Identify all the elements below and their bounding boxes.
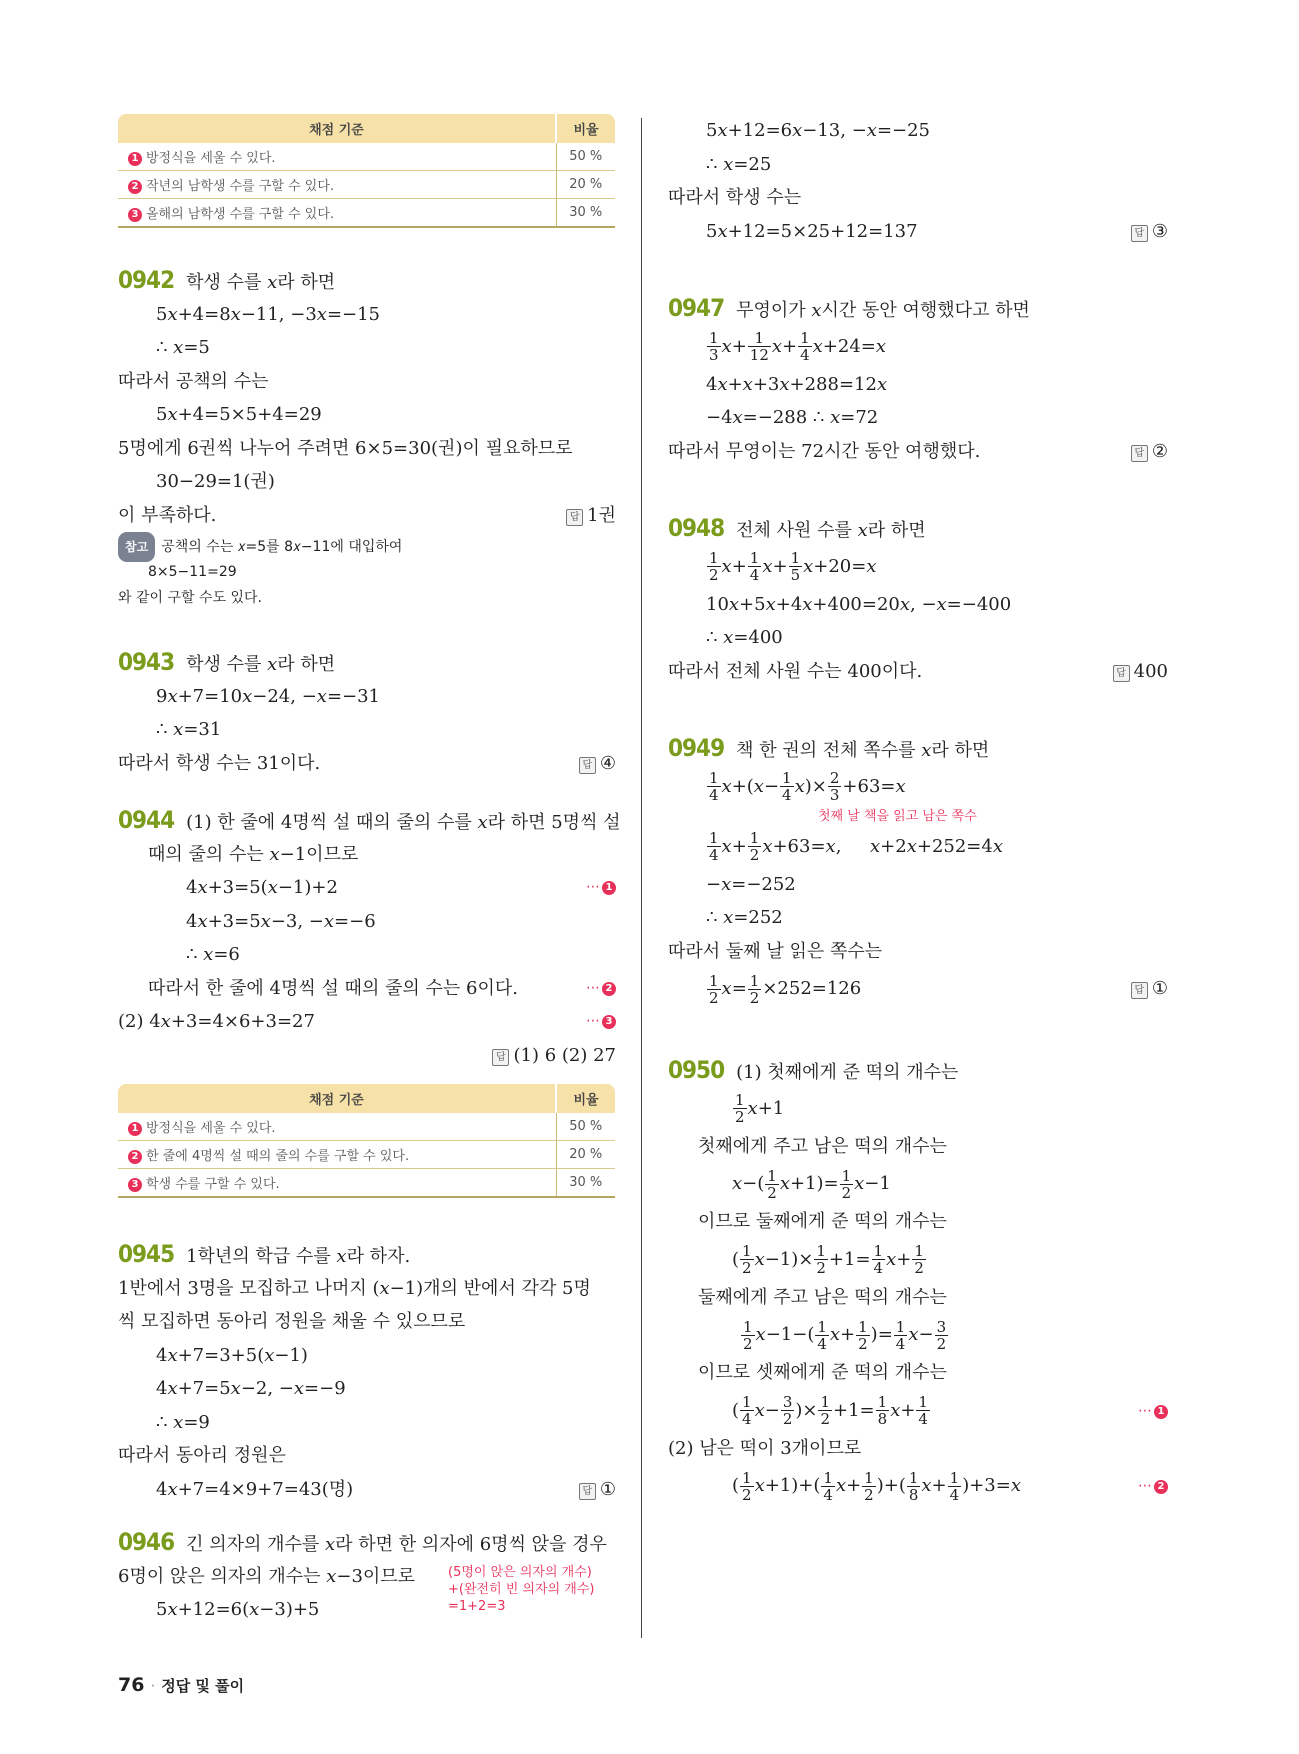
- side-note-line: (5명이 앉은 의자의 개수): [448, 1564, 592, 1580]
- answer-value: ①: [599, 1478, 616, 1500]
- solution-line: 9𝑥+7=10𝑥−24, −𝑥=−31: [156, 685, 381, 707]
- solution-line: ∴ 𝑥=25: [706, 153, 772, 175]
- side-note-line: +(완전히 빈 의자의 개수): [448, 1581, 595, 1597]
- solution-line: (1) 한 줄에 4명씩 설 때의 줄의 수를 𝑥라 하면 5명씩 설: [186, 812, 621, 833]
- problem-number: 0948: [668, 514, 725, 542]
- column-divider: [641, 118, 642, 1638]
- solution-line: 5𝑥+12=6𝑥−13, −𝑥=−25: [706, 120, 931, 141]
- equation-fraction: $\frac{1}{2}$ 𝑥= $\frac{1}{2}$ ×252=126 답 ①: [668, 968, 1168, 1010]
- equation-fraction: ( $\frac{1}{2}$ 𝑥+1)+( $\frac{1}{4}$ 𝑥+ $\frac{1}{2}$ )+( $\frac{1}{8}$ 𝑥+ $\frac{1}{4}$ )+3=𝑥 ⋯ 2: [668, 1465, 1168, 1507]
- note-tag: 참고: [118, 532, 155, 562]
- step-badge: 2: [128, 1150, 142, 1164]
- solution-line: ∴ 𝑥=9: [156, 1411, 210, 1433]
- page-footer: 76 · 정답 및 풀이: [118, 1674, 245, 1696]
- page-number: 76: [118, 1674, 145, 1696]
- ratio-cell: 50 %: [556, 1113, 615, 1141]
- solution-line: 따라서 둘째 날 읽은 쪽수는: [668, 940, 883, 962]
- solution-line: ∴ 𝑥=5: [156, 337, 210, 358]
- answer-value: 1권: [587, 504, 616, 526]
- solution-line: 둘째에게 주고 남은 떡의 개수는: [698, 1286, 947, 1308]
- scoring-table-2: [118, 1084, 615, 1198]
- step-marker-1: ⋯ 1: [586, 871, 616, 905]
- problem-number: 0947: [668, 294, 725, 322]
- solution-line: 4𝑥+7=5𝑥−2, −𝑥=−9: [156, 1378, 346, 1399]
- answer-value: ④: [599, 752, 616, 774]
- left-column: [118, 114, 621, 1627]
- solution-line: 4𝑥+3=5𝑥−3, −𝑥=−6: [186, 910, 376, 932]
- solution-line: 5𝑥+4=8𝑥−11, −3𝑥=−15: [156, 303, 381, 325]
- problem-0944: [118, 804, 621, 1072]
- step-marker-2: ⋯ 2: [1138, 1465, 1168, 1507]
- table-row: [118, 1169, 615, 1198]
- solution-line: 첫째에게 주고 남은 떡의 개수는: [698, 1135, 947, 1157]
- solution-line: 학생 수를 𝑥라 하면: [186, 654, 336, 675]
- answer-icon: 답: [1131, 445, 1148, 462]
- equation-fraction: $\frac{1}{2}$ 𝑥+ $\frac{1}{4}$ 𝑥+ $\frac{1}{5}$ 𝑥+20=𝑥: [709, 549, 877, 584]
- criteria-text: 방정식을 세울 수 있다.: [146, 151, 276, 166]
- problem-number: 0949: [668, 734, 725, 762]
- problem-number: 0946: [118, 1528, 175, 1556]
- equation-fraction: $\frac{1}{2}$ 𝑥−1−( $\frac{1}{4}$ 𝑥+ $\frac{1}{2}$ )= $\frac{1}{4}$ 𝑥− $\frac{3}{2}$: [743, 1317, 947, 1353]
- ratio-cell: 20 %: [556, 1141, 615, 1169]
- solution-line: 1반에서 3명을 모집하고 나머지 (𝑥−1)개의 반에서 각각 5명: [118, 1277, 591, 1299]
- note-line: 8×5−11=29: [148, 564, 237, 580]
- step-badge: 3: [128, 208, 142, 222]
- ratio-cell: 50 %: [556, 143, 615, 171]
- answer-icon: 답: [566, 509, 583, 526]
- answer-icon: 답: [1131, 225, 1148, 242]
- solution-line: 때의 줄의 수는 𝑥−1이므로: [148, 843, 359, 865]
- table-header-criteria: 채점 기준: [118, 114, 556, 143]
- solution-line: 학생 수를 𝑥라 하면: [186, 272, 336, 293]
- step-marker-2: ⋯ 2: [586, 972, 616, 1006]
- table-row: [118, 1141, 615, 1169]
- solution-line: ∴ 𝑥=31: [156, 719, 222, 740]
- table-row: [118, 199, 615, 228]
- table-row: [118, 171, 615, 199]
- solution-line: 전체 사원 수를 𝑥라 하면: [736, 520, 926, 541]
- solution-line: (2) 남은 떡이 3개이므로: [668, 1437, 862, 1459]
- solution-line: 따라서 무영이는 72시간 동안 여행했다.: [668, 440, 981, 462]
- solution-line: 이므로 셋째에게 준 떡의 개수는: [698, 1362, 947, 1383]
- solution-line: 6명이 앉은 의자의 개수는 𝑥−3이므로: [118, 1565, 416, 1587]
- table-row: [118, 1113, 615, 1141]
- solution-line: (2) 4𝑥+3=4×6+3=27: [118, 1011, 315, 1032]
- answer-label: [1113, 655, 1168, 689]
- solution-line: 4𝑥+7=4×9+7=43(명): [156, 1478, 354, 1500]
- solution-line: 5𝑥+12=6(𝑥−3)+5: [156, 1599, 320, 1620]
- side-note: 첫째 날 책을 읽고 남은 쪽수: [818, 808, 977, 824]
- problem-number: 0945: [118, 1240, 175, 1268]
- table-header-ratio: 비율: [556, 114, 615, 143]
- solution-line: 따라서 공책의 수는: [118, 370, 269, 392]
- solution-line: 씩 모집하면 동아리 정원을 채울 수 있으므로: [118, 1311, 466, 1332]
- equation-fraction: 𝑥−( $\frac{1}{2}$ 𝑥+1)= $\frac{1}{2}$ 𝑥−1: [732, 1166, 891, 1202]
- step-marker-1: ⋯ 1: [1138, 1390, 1168, 1432]
- answer-icon: 답: [492, 1049, 509, 1066]
- solution-line: 4𝑥+7=3+5(𝑥−1): [156, 1344, 308, 1366]
- step-badge: 2: [128, 180, 142, 194]
- problem-number: 0942: [118, 266, 175, 294]
- solution-line: −𝑥=−252: [706, 873, 796, 895]
- solution-line: 5𝑥+4=5×5+4=29: [156, 404, 322, 425]
- answer-value: ②: [1151, 440, 1168, 462]
- solution-line: 따라서 동아리 정원은: [118, 1445, 286, 1466]
- solution-line: 따라서 학생 수는 31이다.: [118, 752, 321, 774]
- answer-icon: 답: [1113, 665, 1130, 682]
- note-line: 와 같이 구할 수도 있다.: [118, 590, 262, 606]
- problem-number: 0943: [118, 648, 175, 676]
- equation-fraction: ( $\frac{1}{4}$ 𝑥− $\frac{3}{2}$ )× $\frac{1}{2}$ +1= $\frac{1}{8}$ 𝑥+ $\frac{1}{4}$ ⋯ 1: [668, 1390, 1168, 1432]
- solution-line: ∴ 𝑥=252: [706, 907, 783, 928]
- answer-label: [1131, 215, 1168, 249]
- solution-line: 따라서 전체 사원 수는 400이다.: [668, 660, 923, 682]
- solution-line: 4𝑥+𝑥+3𝑥+288=12𝑥: [706, 373, 888, 395]
- step-badge: 1: [128, 152, 142, 166]
- problem-0945: [118, 1238, 616, 1506]
- answer-label: [566, 499, 616, 533]
- problem-0949: [668, 732, 1168, 1010]
- answer-value: (1) 6 (2) 27: [513, 1044, 616, 1066]
- problem-0950: [668, 1054, 1168, 1507]
- problem-0943: [118, 646, 616, 780]
- solution-line: 5𝑥+12=5×25+12=137: [706, 220, 918, 242]
- solution-line: 따라서 한 줄에 4명씩 설 때의 줄의 수는 6이다.: [148, 977, 518, 999]
- solution-line: 1학년의 학급 수를 𝑥라 하자.: [186, 1246, 411, 1267]
- step-badge: 1: [128, 1122, 142, 1136]
- solution-line: 긴 의자의 개수를 𝑥라 하면 한 의자에 6명씩 앉을 경우: [186, 1534, 607, 1555]
- footer-title: 정답 및 풀이: [161, 1677, 245, 1695]
- equation-fraction: ( $\frac{1}{2}$ 𝑥−1)× $\frac{1}{2}$ +1= $\frac{1}{4}$ 𝑥+ $\frac{1}{2}$: [732, 1242, 924, 1277]
- solution-line: ∴ 𝑥=6: [186, 944, 240, 965]
- criteria-text: 작년의 남학생 수를 구할 수 있다.: [146, 179, 335, 194]
- ratio-cell: 30 %: [556, 199, 615, 228]
- step-marker-3: ⋯ 3: [586, 1005, 616, 1039]
- answer-value: ①: [1151, 978, 1168, 999]
- solution-line: 책 한 권의 전체 쪽수를 𝑥라 하면: [736, 740, 990, 761]
- equation-fraction: $\frac{1}{3}$ 𝑥+ $\frac{1}{12}$ 𝑥+ $\frac{1}{4}$ 𝑥+24=𝑥: [709, 329, 887, 364]
- right-column: [668, 114, 1168, 1507]
- table-header-criteria: 채점 기준: [118, 1084, 556, 1113]
- solution-line: 무영이가 𝑥시간 동안 여행했다고 하면: [736, 300, 1030, 321]
- solution-line: 4𝑥+3=5(𝑥−1)+2: [186, 877, 338, 898]
- answer-label: [579, 747, 616, 781]
- problem-0947: [668, 292, 1168, 468]
- criteria-text: 올해의 남학생 수를 구할 수 있다.: [146, 207, 335, 222]
- solution-line: ∴ 𝑥=400: [706, 627, 783, 648]
- answer-icon: 답: [579, 757, 596, 774]
- answer-value: ③: [1151, 220, 1168, 242]
- answer-icon: 답: [579, 1483, 596, 1500]
- table-header-ratio: 비율: [556, 1084, 615, 1113]
- solution-line: 30−29=1(권): [156, 471, 275, 492]
- solution-line: 따라서 학생 수는: [668, 187, 802, 208]
- answer-icon: 답: [1131, 982, 1148, 999]
- solution-line: −4𝑥=−288 ∴ 𝑥=72: [706, 407, 879, 428]
- answer-label: [1131, 968, 1168, 1010]
- ratio-cell: 20 %: [556, 171, 615, 199]
- step-badge: 3: [128, 1178, 142, 1192]
- solution-line: 10𝑥+5𝑥+4𝑥+400=20𝑥, −𝑥=−400: [706, 593, 1012, 615]
- answer-label: [579, 1473, 616, 1507]
- criteria-text: 학생 수를 구할 수 있다.: [146, 1177, 280, 1192]
- answer-label: [1131, 435, 1168, 469]
- solution-line: 이 부족하다.: [118, 504, 217, 526]
- scoring-table-1: [118, 114, 615, 228]
- problem-number: 0950: [668, 1056, 725, 1084]
- problem-number: 0944: [118, 806, 175, 834]
- answer-label: [492, 1039, 616, 1073]
- ratio-cell: 30 %: [556, 1169, 615, 1198]
- criteria-text: 방정식을 세울 수 있다.: [146, 1121, 276, 1136]
- solution-line: 5명에게 6권씩 나누어 주려면 6×5=30(권)이 필요하므로: [118, 437, 573, 459]
- problem-0948: [668, 512, 1168, 688]
- side-note-line: =1+2=3: [448, 1598, 506, 1614]
- solution-line: 이므로 둘째에게 준 떡의 개수는: [698, 1211, 947, 1232]
- solution-line: (1) 첫째에게 준 떡의 개수는: [736, 1062, 959, 1083]
- problem-0942: [118, 264, 616, 612]
- equation-fraction: $\frac{1}{2}$ 𝑥+1: [735, 1091, 785, 1126]
- note-line: 공책의 수는 𝑥=5를 8𝑥−11에 대입하여: [161, 539, 403, 555]
- criteria-text: 한 줄에 4명씩 설 때의 줄의 수를 구할 수 있다.: [146, 1149, 410, 1164]
- problem-0946: [118, 1526, 616, 1627]
- equation-fraction: $\frac{1}{4}$ 𝑥+ $\frac{1}{2}$ 𝑥+63=𝑥, 𝑥+2𝑥+252=4𝑥: [709, 829, 1003, 864]
- table-row: [118, 143, 615, 171]
- answer-value: 400: [1133, 660, 1168, 682]
- equation-fraction: $\frac{1}{4}$ 𝑥+(𝑥− $\frac{1}{4}$ 𝑥)× $\frac{2}{3}$ +63=𝑥: [709, 769, 906, 804]
